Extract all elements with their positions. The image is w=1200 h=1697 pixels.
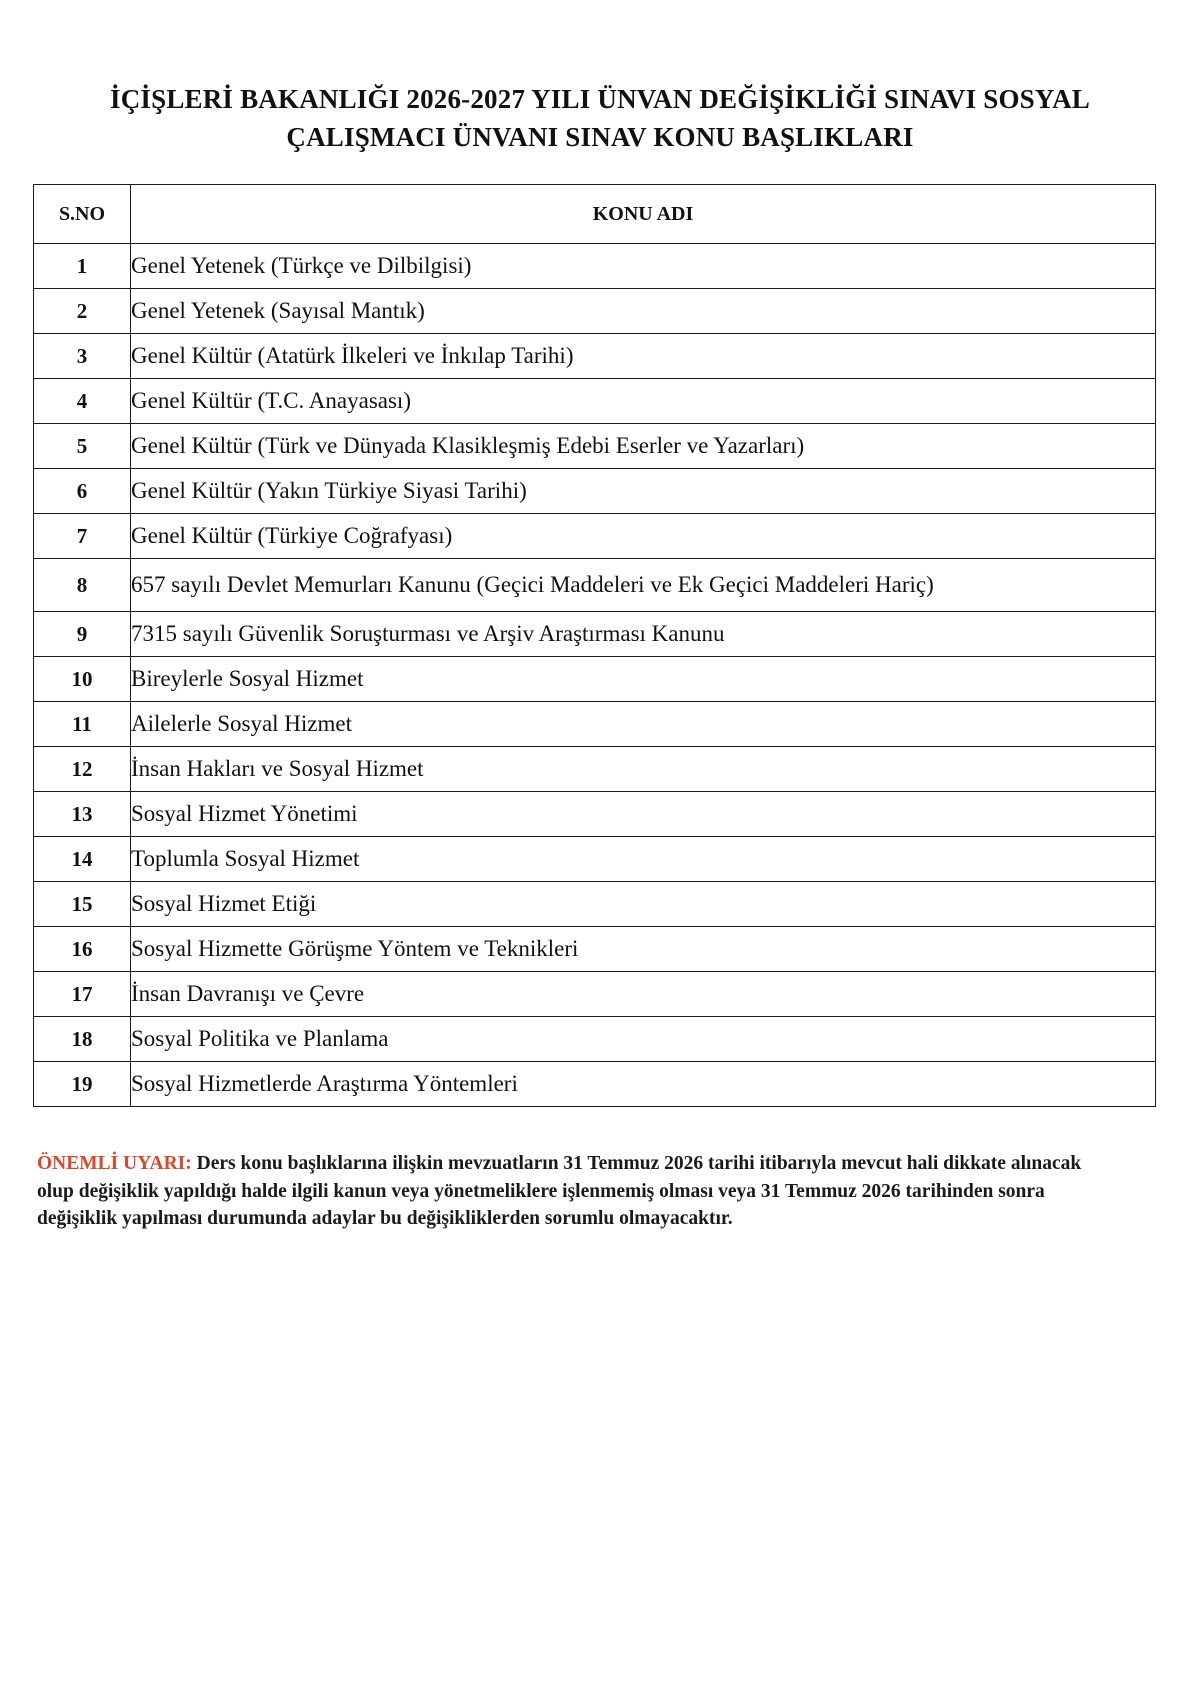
table-row	[34, 882, 1156, 927]
row-number: 5	[34, 424, 131, 469]
topic-name: 657 sayılı Devlet Memurları Kanunu (Geçici Maddeleri ve Ek Geçici Maddeleri Hariç)	[131, 559, 1156, 612]
topics-table	[33, 184, 1156, 1107]
warning-label: ÖNEMLİ UYARI:	[37, 1153, 192, 1174]
table-row	[34, 1062, 1156, 1107]
topic-name: Sosyal Hizmetlerde Araştırma Yöntemleri	[131, 1062, 1156, 1107]
topic-name: İnsan Hakları ve Sosyal Hizmet	[131, 747, 1156, 792]
title-line-1: İÇİŞLERİ BAKANLIĞI 2026-2027 YILI ÜNVAN DEĞİŞİKLİĞİ SINAVI SOSYAL	[109, 84, 1091, 114]
row-number: 18	[34, 1017, 131, 1062]
row-number: 10	[34, 657, 131, 702]
header-konu-adi: KONU ADI	[131, 185, 1156, 244]
row-number: 16	[34, 927, 131, 972]
table-row	[34, 612, 1156, 657]
topic-name: Sosyal Hizmet Etiği	[131, 882, 1156, 927]
row-number: 13	[34, 792, 131, 837]
row-number: 7	[34, 514, 131, 559]
topic-name: 7315 sayılı Güvenlik Soruşturması ve Arşiv Araştırması Kanunu	[131, 612, 1156, 657]
topic-name: Genel Kültür (T.C. Anayasası)	[131, 379, 1156, 424]
table-row	[34, 379, 1156, 424]
topic-name: Bireylerle Sosyal Hizmet	[131, 657, 1156, 702]
important-warning	[37, 1150, 1112, 1233]
row-number: 9	[34, 612, 131, 657]
topic-name: İnsan Davranışı ve Çevre	[131, 972, 1156, 1017]
row-number: 3	[34, 334, 131, 379]
topic-name: Genel Kültür (Atatürk İlkeleri ve İnkılap Tarihi)	[131, 334, 1156, 379]
topic-name: Sosyal Hizmet Yönetimi	[131, 792, 1156, 837]
row-number: 4	[34, 379, 131, 424]
table-row	[34, 972, 1156, 1017]
header-sno: S.NO	[34, 185, 131, 244]
row-number: 19	[34, 1062, 131, 1107]
topic-name: Sosyal Hizmette Görüşme Yöntem ve Teknikleri	[131, 927, 1156, 972]
table-row	[34, 702, 1156, 747]
topic-name: Genel Kültür (Yakın Türkiye Siyasi Tarihi)	[131, 469, 1156, 514]
row-number: 11	[34, 702, 131, 747]
topic-name: Toplumla Sosyal Hizmet	[131, 837, 1156, 882]
row-number: 17	[34, 972, 131, 1017]
document-title	[40, 80, 1160, 156]
row-number: 6	[34, 469, 131, 514]
table-row	[34, 469, 1156, 514]
row-number: 12	[34, 747, 131, 792]
table-row	[34, 424, 1156, 469]
title-line-2: ÇALIŞMACI ÜNVANI SINAV KONU BAŞLIKLARI	[286, 122, 914, 152]
topic-name: Genel Yetenek (Türkçe ve Dilbilgisi)	[131, 244, 1156, 289]
warning-text: Ders konu başlıklarına ilişkin mevzuatların 31 Temmuz 2026 tarihi itibarıyla mevcut hali dikkate alınacak olup değişiklik yapıldığı halde ilgili kanun veya yönetmeliklere işlenmemiş olması veya 31 Temmuz 2026 tarihinden sonra değişiklik yapılması durumunda adaylar bu değişikliklerden sorumlu olmayacaktır.	[37, 1153, 1082, 1229]
table-row	[34, 747, 1156, 792]
table-row	[34, 289, 1156, 334]
table-row	[34, 837, 1156, 882]
table-row	[34, 1017, 1156, 1062]
row-number: 8	[34, 559, 131, 612]
table-row	[34, 927, 1156, 972]
topic-name: Sosyal Politika ve Planlama	[131, 1017, 1156, 1062]
table-header-row	[34, 185, 1156, 244]
table-row	[34, 559, 1156, 612]
row-number: 14	[34, 837, 131, 882]
row-number: 2	[34, 289, 131, 334]
topic-name: Genel Kültür (Türkiye Coğrafyası)	[131, 514, 1156, 559]
table-row	[34, 334, 1156, 379]
table-row	[34, 792, 1156, 837]
row-number: 1	[34, 244, 131, 289]
topics-table-body	[34, 244, 1156, 1107]
table-row	[34, 657, 1156, 702]
topic-name: Ailelerle Sosyal Hizmet	[131, 702, 1156, 747]
row-number: 15	[34, 882, 131, 927]
table-row	[34, 244, 1156, 289]
topic-name: Genel Yetenek (Sayısal Mantık)	[131, 289, 1156, 334]
table-row	[34, 514, 1156, 559]
topic-name: Genel Kültür (Türk ve Dünyada Klasikleşmiş Edebi Eserler ve Yazarları)	[131, 424, 1156, 469]
